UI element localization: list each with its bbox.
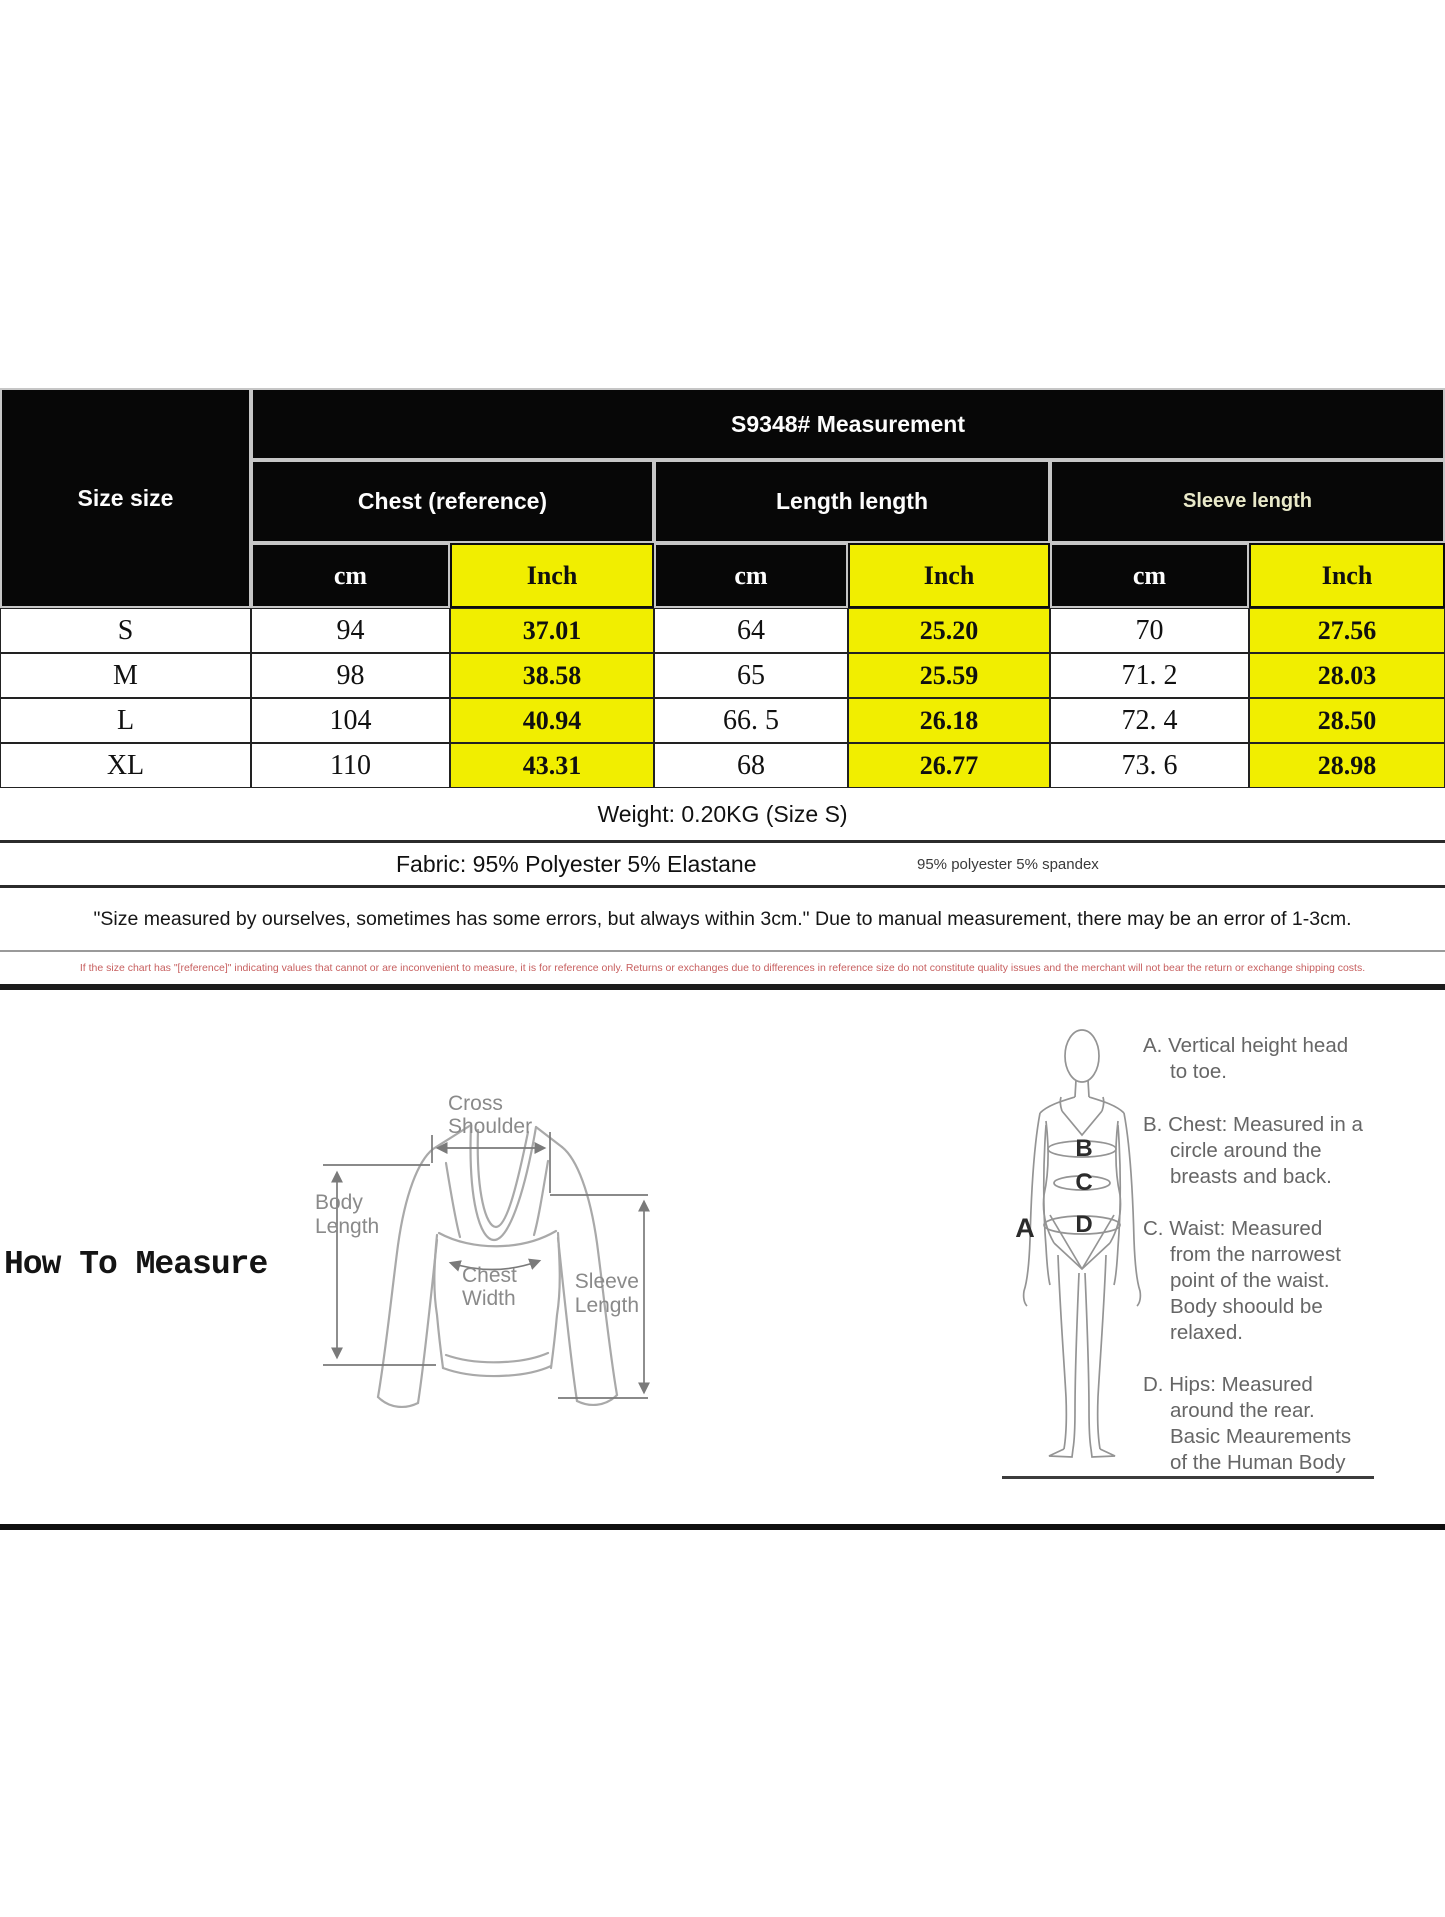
row-l-length-inch: 26.18: [848, 698, 1050, 743]
row-xl-chest-cm: 110: [251, 743, 450, 788]
instruction-d-line: D. Hips: Measured: [1143, 1373, 1313, 1396]
sleeve-length-label-line2: Length: [574, 1294, 639, 1317]
row-l-size: L: [0, 698, 251, 743]
instruction-d-line: of the Human Body: [1170, 1451, 1346, 1474]
row-s-chest-inch: 37.01: [450, 608, 654, 653]
row-m-size: M: [0, 653, 251, 698]
instruction-c-line: relaxed.: [1170, 1321, 1243, 1344]
sleeve-length-label-line1: Sleeve: [574, 1270, 639, 1293]
measurement-disclaimer: "Size measured by ourselves, sometimes has some errors, but always within 3cm." Due to manual measurement, there may be an error of 1-3cm.: [0, 888, 1445, 952]
row-xl-length-inch: 26.77: [848, 743, 1050, 788]
instruction-a: [1143, 1033, 1443, 1085]
col-group-chest: Chest (reference): [251, 460, 654, 543]
row-xl-sleeve-inch: 28.98: [1249, 743, 1445, 788]
row-xl-size: XL: [0, 743, 251, 788]
caption-underline: [1002, 1476, 1374, 1479]
instruction-a-line: to toe.: [1170, 1060, 1227, 1083]
row-l-length-cm: 66. 5: [654, 698, 848, 743]
how-to-measure-heading: How To Measure: [4, 1246, 268, 1283]
unit-length-cm: cm: [654, 543, 848, 608]
weight-note: Weight: 0.20KG (Size S): [0, 788, 1445, 843]
figure-label-d: D: [1075, 1211, 1093, 1238]
cross-shoulder-label-line2: Shoulder: [448, 1115, 533, 1138]
row-l-chest-cm: 104: [251, 698, 450, 743]
row-m-length-cm: 65: [654, 653, 848, 698]
table-title: S9348# Measurement: [251, 388, 1445, 460]
row-s-chest-cm: 94: [251, 608, 450, 653]
row-m-chest-inch: 38.58: [450, 653, 654, 698]
corner-size-header: Size size: [0, 388, 251, 608]
row-s-sleeve-inch: 27.56: [1249, 608, 1445, 653]
row-xl-sleeve-cm: 73. 6: [1050, 743, 1249, 788]
chest-width-label-line2: Width: [462, 1287, 516, 1310]
instruction-c-line: Body shoould be: [1170, 1295, 1323, 1318]
fabric-note-alt: 95% polyester 5% spandex: [917, 856, 1099, 873]
figure-label-a: A: [1015, 1213, 1035, 1243]
row-s-length-inch: 25.20: [848, 608, 1050, 653]
chest-width-label-line1: Chest: [462, 1264, 517, 1287]
row-xl-length-cm: 68: [654, 743, 848, 788]
instruction-b-line: circle around the: [1170, 1139, 1322, 1162]
unit-sleeve-cm: cm: [1050, 543, 1249, 608]
bottom-divider-line: [0, 1524, 1445, 1530]
row-xl-chest-inch: 43.31: [450, 743, 654, 788]
body-length-label-line1: Body: [315, 1191, 363, 1214]
instruction-c-line: C. Waist: Measured: [1143, 1217, 1323, 1240]
row-l-sleeve-cm: 72. 4: [1050, 698, 1249, 743]
unit-sleeve-inch: Inch: [1249, 543, 1445, 608]
unit-chest-inch: Inch: [450, 543, 654, 608]
col-group-length: Length length: [654, 460, 1050, 543]
row-m-sleeve-cm: 71. 2: [1050, 653, 1249, 698]
reference-policy-note: If the size chart has "[reference]" indicating values that cannot or are inconvenient to measure, it is for reference only. Returns or exchanges due to differences in reference size do not constitute quality issues and the merchant will not bear the return or exchange shipping costs.: [0, 952, 1445, 990]
row-m-length-inch: 25.59: [848, 653, 1050, 698]
figure-label-c: C: [1075, 1169, 1093, 1196]
instruction-a-line: A. Vertical height head: [1143, 1034, 1349, 1057]
garment-measure-diagram: [240, 1075, 660, 1415]
fabric-note: Fabric: 95% Polyester 5% Elastane: [396, 851, 757, 877]
fabric-note-row: [0, 843, 1445, 888]
body-length-label-line2: Length: [315, 1215, 380, 1238]
row-l-chest-inch: 40.94: [450, 698, 654, 743]
instruction-d-line: around the rear.: [1170, 1399, 1315, 1422]
instruction-b: [1143, 1112, 1443, 1190]
instruction-b-line: B. Chest: Measured in a: [1143, 1113, 1363, 1136]
row-m-chest-cm: 98: [251, 653, 450, 698]
row-s-sleeve-cm: 70: [1050, 608, 1249, 653]
col-group-sleeve: Sleeve length: [1050, 460, 1445, 543]
row-s-length-cm: 64: [654, 608, 848, 653]
instruction-b-line: breasts and back.: [1170, 1165, 1332, 1188]
row-l-sleeve-inch: 28.50: [1249, 698, 1445, 743]
instruction-d: [1143, 1372, 1443, 1476]
unit-length-inch: Inch: [848, 543, 1050, 608]
instruction-c-line: point of the waist.: [1170, 1269, 1330, 1292]
body-outline: [1024, 1030, 1141, 1457]
instruction-c-line: from the narrowest: [1170, 1243, 1341, 1266]
instruction-d-line: Basic Meaurements: [1170, 1425, 1352, 1448]
row-s-size: S: [0, 608, 251, 653]
cross-shoulder-label-line1: Cross: [448, 1092, 503, 1115]
figure-label-b: B: [1075, 1135, 1093, 1162]
size-table: [0, 388, 1445, 788]
body-figure-diagram: [1000, 1025, 1160, 1465]
row-m-sleeve-inch: 28.03: [1249, 653, 1445, 698]
unit-chest-cm: cm: [251, 543, 450, 608]
instruction-c: [1143, 1216, 1443, 1346]
